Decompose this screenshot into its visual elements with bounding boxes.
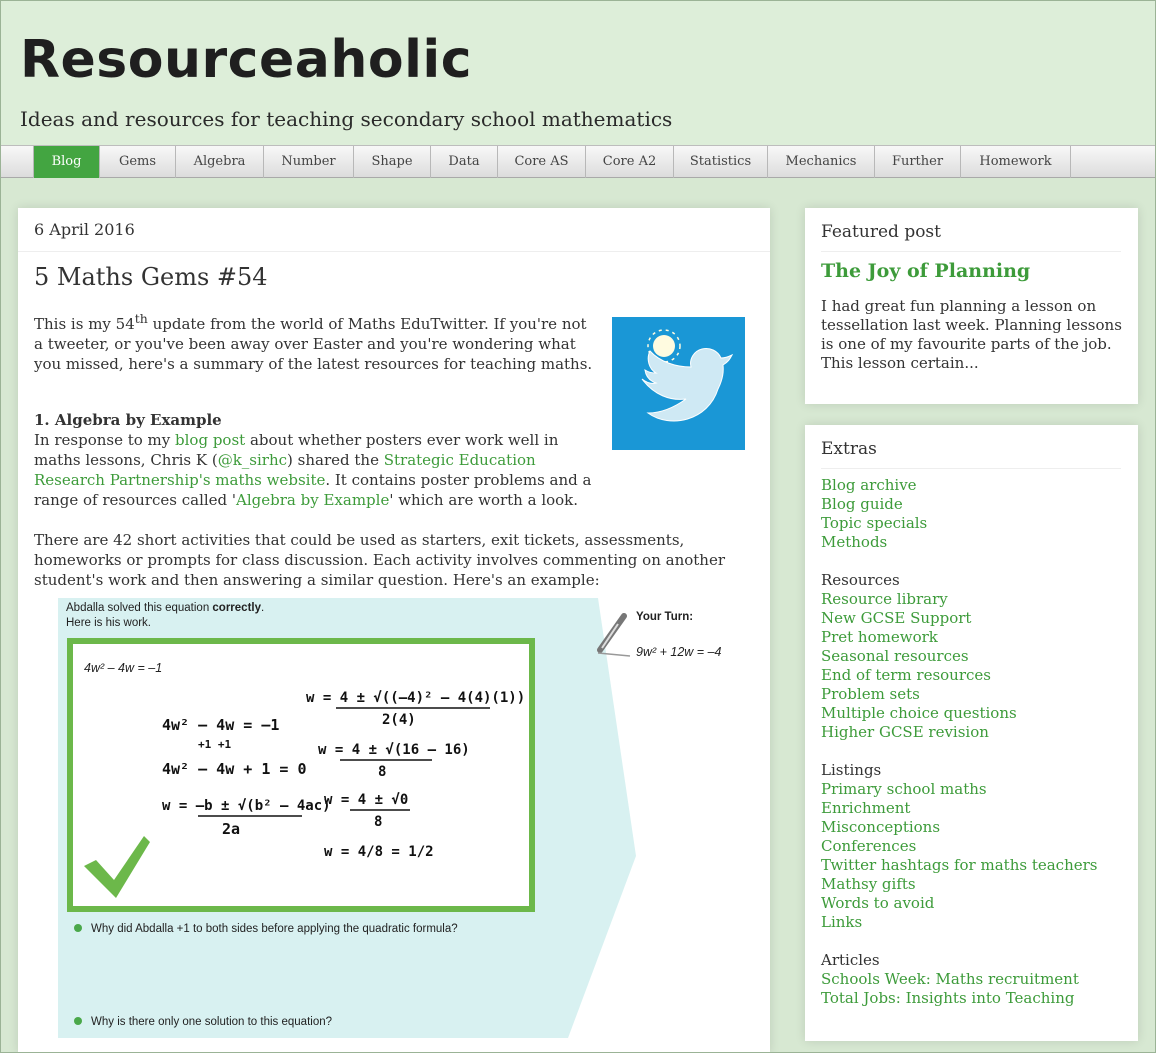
nav-item-statistics[interactable]: Statistics bbox=[674, 146, 768, 178]
nav-list bbox=[0, 146, 1071, 179]
sidebar-link-blog-archive[interactable]: Blog archive bbox=[821, 476, 917, 494]
svg-text:+1 +1: +1 +1 bbox=[198, 738, 232, 751]
svg-text:w = 4/8 = 1/2: w = 4/8 = 1/2 bbox=[324, 844, 434, 860]
sidebar-link-seasonal-resources[interactable]: Seasonal resources bbox=[821, 647, 969, 665]
sidebar-link-end-of-term-resources[interactable]: End of term resources bbox=[821, 666, 991, 684]
svg-text:w = –b ± √(b² – 4ac): w = –b ± √(b² – 4ac) bbox=[162, 798, 331, 814]
nav-item-gems[interactable]: Gems bbox=[100, 146, 176, 178]
main-nav bbox=[0, 145, 1156, 178]
sidebar-link-total-jobs-insights-into-teaching[interactable]: Total Jobs: Insights into Teaching bbox=[821, 989, 1075, 1007]
serp-website-link[interactable]: Strategic Education Research Partnership's maths website bbox=[34, 451, 536, 489]
featured-post-snippet: I had great fun planning a lesson on tessellation last week. Planning lessons is one of my favourite parts of the job. This lesson certain... bbox=[821, 297, 1122, 372]
example-intro-line1: Abdalla solved this equation correctly. bbox=[66, 602, 265, 614]
example-worksheet bbox=[58, 598, 758, 1038]
section-algebra-by-example bbox=[34, 410, 594, 510]
nav-item-homework[interactable]: Homework bbox=[961, 146, 1071, 178]
sidebar-link-pret-homework[interactable]: Pret homework bbox=[821, 628, 938, 646]
question-2: Why is there only one solution to this equation? bbox=[91, 1016, 333, 1028]
svg-text:w = 4 ± √(16 – 16): w = 4 ± √(16 – 16) bbox=[318, 742, 470, 758]
post-title[interactable]: 5 Maths Gems #54 bbox=[34, 263, 268, 291]
widget-heading: Extras bbox=[821, 439, 877, 459]
twitter-bird-icon bbox=[612, 317, 745, 450]
your-turn-equation: 9w² + 12w = –4 bbox=[636, 645, 722, 659]
sidebar-link-new-gcse-support[interactable]: New GCSE Support bbox=[821, 609, 972, 627]
group-title: Resources bbox=[821, 571, 900, 589]
intro-text-2: update from the world of Maths EduTwitter. If you're not a tweeter, or you've been away over Easter and you're wondering what you missed, here's a summary of the latest resources for teaching maths. bbox=[34, 315, 593, 373]
sidebar-link-words-to-avoid[interactable]: Words to avoid bbox=[821, 894, 935, 912]
post-intro bbox=[34, 309, 594, 374]
svg-text:2(4): 2(4) bbox=[382, 712, 416, 728]
divider bbox=[821, 251, 1121, 252]
sidebar-link-misconceptions[interactable]: Misconceptions bbox=[821, 818, 941, 836]
nav-spacer bbox=[0, 146, 34, 178]
nav-item-shape[interactable]: Shape bbox=[354, 146, 431, 178]
extras-widget bbox=[805, 425, 1138, 1041]
post-date: 6 April 2016 bbox=[34, 220, 135, 239]
sidebar-link-schools-week-maths-recruitment[interactable]: Schools Week: Maths recruitment bbox=[821, 970, 1079, 988]
nav-item-algebra[interactable]: Algebra bbox=[176, 146, 264, 178]
sidebar-link-blog-guide[interactable]: Blog guide bbox=[821, 495, 903, 513]
sidebar-link-multiple-choice-questions[interactable]: Multiple choice questions bbox=[821, 704, 1017, 722]
text: about whether posters ever work well in maths lessons, Chris K ( bbox=[34, 431, 559, 469]
text: In response to my bbox=[34, 431, 176, 449]
svg-text:2a: 2a bbox=[222, 820, 241, 838]
twitter-bird-image bbox=[612, 317, 745, 450]
intro-text-1: This is my 54 bbox=[34, 315, 135, 333]
extras-group-resources bbox=[821, 571, 1126, 742]
nav-item-number[interactable]: Number bbox=[264, 146, 354, 178]
algebra-by-example-link[interactable]: Algebra by Example bbox=[236, 491, 390, 509]
algebra-example-image bbox=[58, 598, 758, 1038]
svg-text:8: 8 bbox=[374, 814, 383, 830]
your-turn-label: Your Turn: bbox=[636, 611, 694, 623]
sidebar-link-enrichment[interactable]: Enrichment bbox=[821, 799, 911, 817]
text: ' which are worth a look. bbox=[389, 491, 579, 509]
example-intro-line2: Here is his work. bbox=[66, 617, 151, 629]
featured-post-title[interactable]: The Joy of Planning bbox=[821, 260, 1031, 282]
sidebar-link-higher-gcse-revision[interactable]: Higher GCSE revision bbox=[821, 723, 989, 741]
sidebar-link-topic-specials[interactable]: Topic specials bbox=[821, 514, 928, 532]
svg-text:w = 4 ± √((–4)² – 4(4)(1)): w = 4 ± √((–4)² – 4(4)(1)) bbox=[306, 690, 526, 706]
divider bbox=[821, 468, 1121, 469]
svg-text:8: 8 bbox=[378, 764, 387, 780]
post-paragraph: There are 42 short activities that could be used as starters, exit tickets, assessments, homeworks or prompts for class discussion. Each activity involves commenting on another student's work and then answering a similar question. Here's an example: bbox=[34, 531, 725, 589]
site-header bbox=[0, 0, 1156, 145]
text: . It contains poster problems and a range of resources called ' bbox=[34, 471, 592, 509]
sidebar-link-links[interactable]: Links bbox=[821, 913, 863, 931]
blog-post-link[interactable]: blog post bbox=[175, 431, 246, 449]
svg-text:4w² – 4w + 1 = 0: 4w² – 4w + 1 = 0 bbox=[162, 760, 307, 778]
extras-group-top bbox=[821, 476, 1126, 552]
featured-post-widget bbox=[805, 208, 1138, 404]
sidebar-link-primary-school-maths[interactable]: Primary school maths bbox=[821, 780, 987, 798]
widget-heading: Featured post bbox=[821, 222, 941, 242]
svg-text:w = 4 ± √0: w = 4 ± √0 bbox=[324, 792, 409, 808]
nav-item-blog[interactable]: Blog bbox=[34, 146, 100, 178]
sidebar-link-twitter-hashtags-for-maths-teachers[interactable]: Twitter hashtags for maths teachers bbox=[821, 856, 1098, 874]
equation: 4w² – 4w = –1 bbox=[84, 661, 163, 675]
site-title[interactable]: Resourceaholic bbox=[20, 30, 473, 90]
intro-superscript: th bbox=[134, 311, 148, 326]
group-title: Articles bbox=[821, 951, 880, 969]
section-heading: 1. Algebra by Example bbox=[34, 411, 222, 429]
sidebar-link-conferences[interactable]: Conferences bbox=[821, 837, 917, 855]
sidebar-link-methods[interactable]: Methods bbox=[821, 533, 888, 551]
bullet-icon bbox=[74, 1017, 82, 1025]
site-description: Ideas and resources for teaching secondary school mathematics bbox=[20, 107, 673, 131]
section-paragraph bbox=[34, 430, 594, 510]
group-title: Listings bbox=[821, 761, 882, 779]
sidebar-link-resource-library[interactable]: Resource library bbox=[821, 590, 948, 608]
nav-item-further[interactable]: Further bbox=[875, 146, 961, 178]
nav-item-data[interactable]: Data bbox=[431, 146, 498, 178]
extras-group-listings bbox=[821, 761, 1126, 932]
text: ) shared the bbox=[287, 451, 384, 469]
nav-item-mechanics[interactable]: Mechanics bbox=[768, 146, 875, 178]
twitter-handle-link[interactable]: @k_sirhc bbox=[217, 451, 288, 469]
extras-list bbox=[821, 476, 1126, 1027]
sidebar-link-mathsy-gifts[interactable]: Mathsy gifts bbox=[821, 875, 916, 893]
svg-text:4w² – 4w = –1: 4w² – 4w = –1 bbox=[162, 716, 280, 734]
nav-item-core-as[interactable]: Core AS bbox=[498, 146, 586, 178]
divider bbox=[18, 251, 770, 252]
blog-post bbox=[18, 208, 770, 1053]
sidebar-link-problem-sets[interactable]: Problem sets bbox=[821, 685, 920, 703]
bullet-icon bbox=[74, 924, 82, 932]
nav-item-core-a2[interactable]: Core A2 bbox=[586, 146, 674, 178]
question-1: Why did Abdalla +1 to both sides before applying the quadratic formula? bbox=[91, 923, 458, 935]
extras-group-articles bbox=[821, 951, 1126, 1008]
